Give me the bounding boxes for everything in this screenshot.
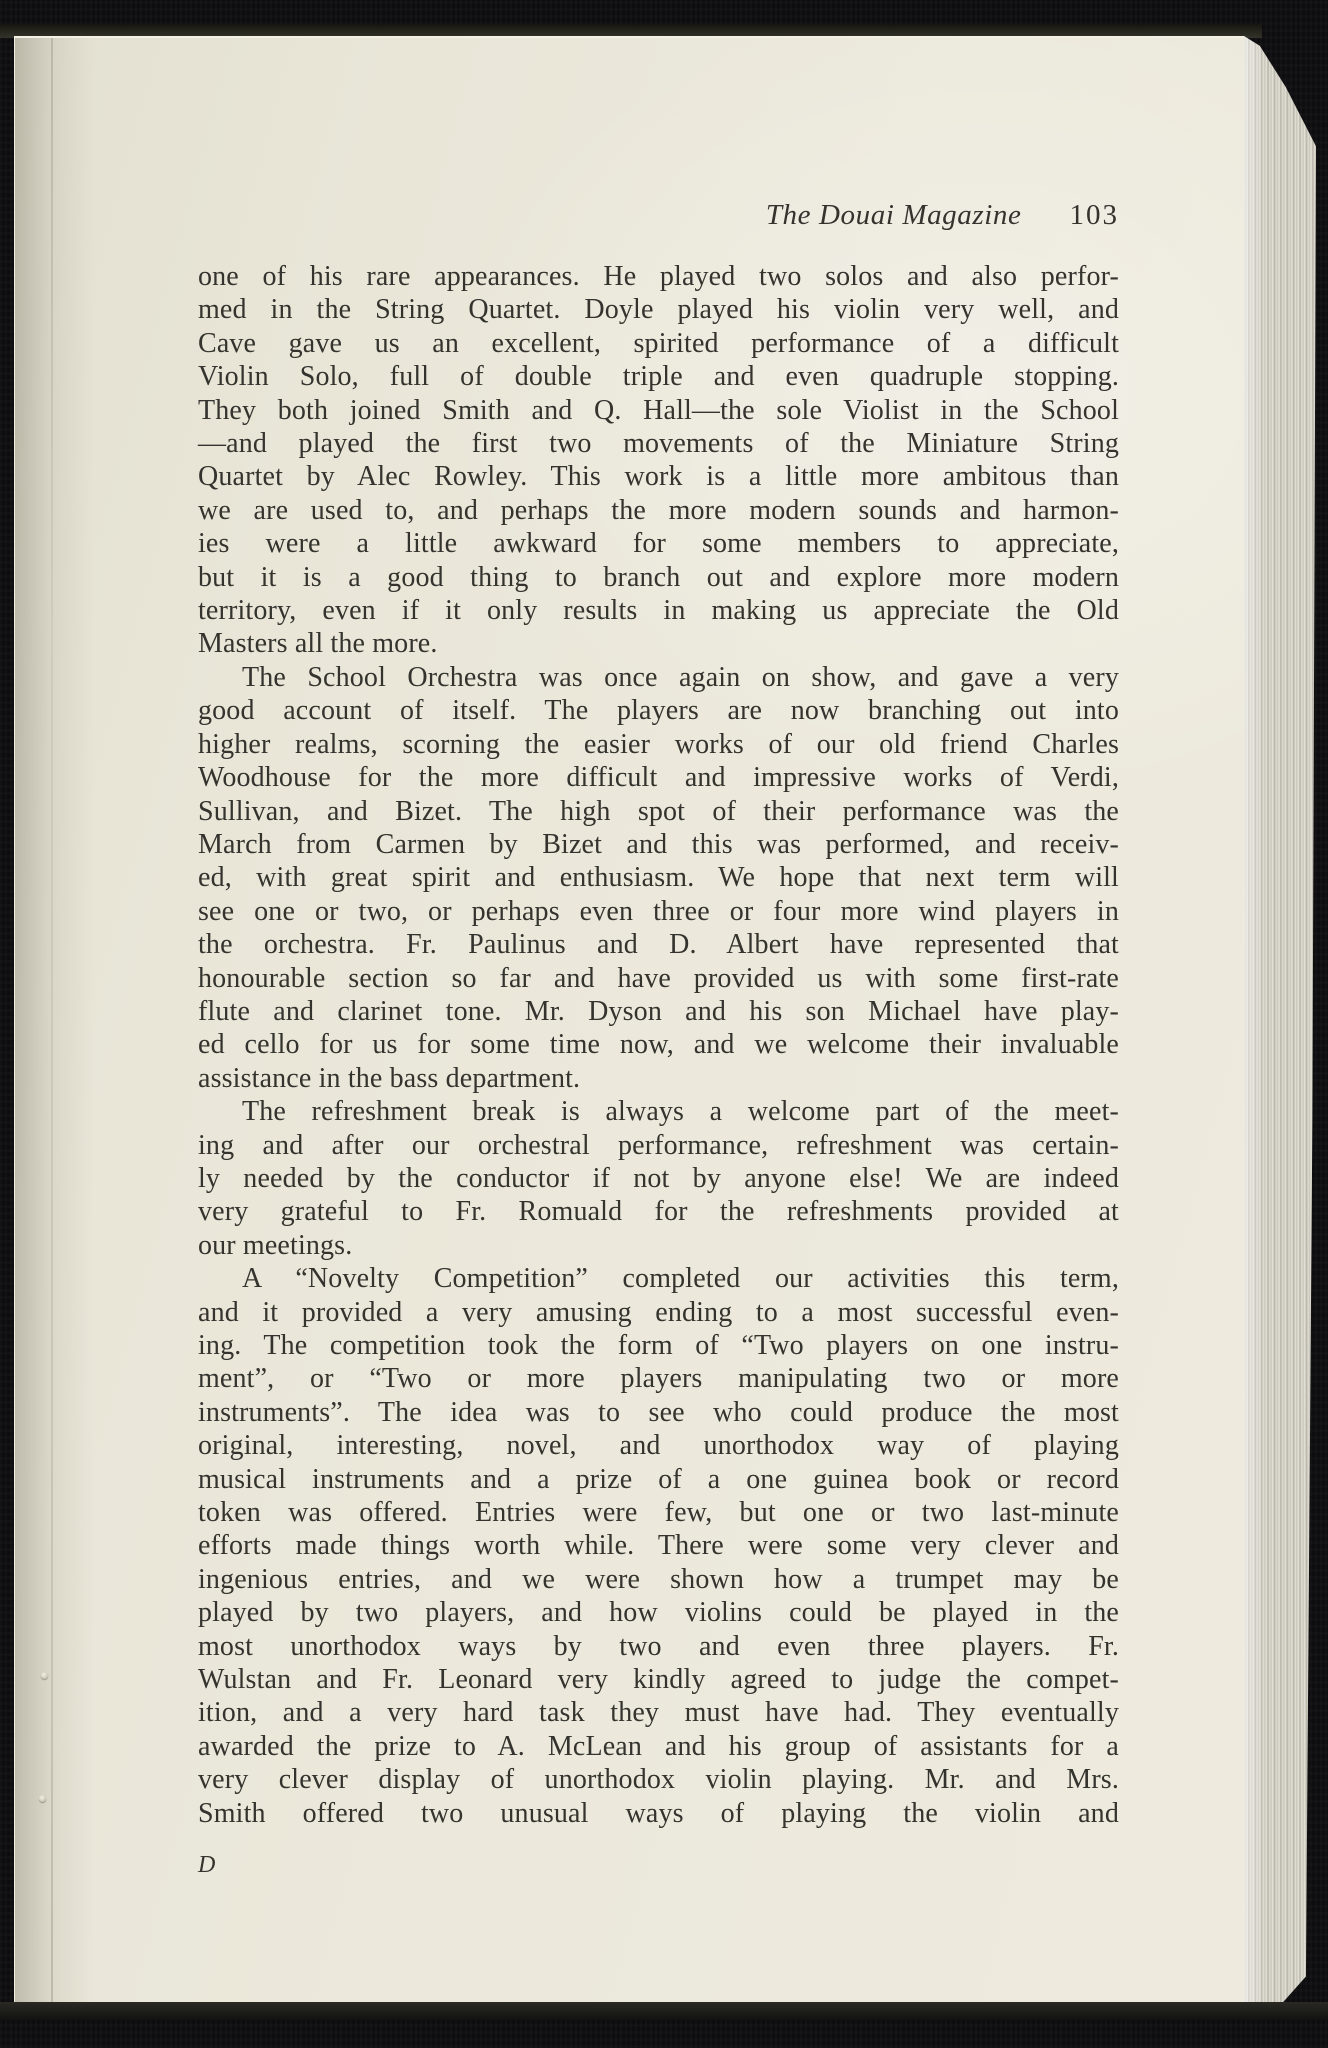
text-line: Masters all the more. (198, 628, 438, 660)
text-line: honourable section so far and have provided us with some first-rate (198, 962, 1119, 994)
signature-mark: D (198, 1852, 217, 1878)
text-line: but it is a good thing to branch out and explore more modern (198, 561, 1119, 593)
text-line: ment”, or “Two or more players manipulating two or more (198, 1363, 1119, 1395)
text-line: musical instruments and a prize of a one guinea book or record (198, 1463, 1119, 1495)
text-line: ed, with great spirit and enthusiasm. We hope that next term will (198, 862, 1119, 894)
paragraph (198, 661, 1119, 1095)
text-line: territory, even if it only results in making us appreciate the Old (198, 595, 1119, 627)
page-fore-edge-stack (1244, 36, 1316, 2004)
text-line: ies were a little awkward for some members to appreciate, (198, 528, 1119, 560)
text-line: A “Novelty Competition” completed our activities this term, (242, 1263, 1119, 1295)
text-line: ingenious entries, and we were shown how a trumpet may be (198, 1563, 1119, 1595)
text-line: very clever display of unorthodox violin playing. Mr. and Mrs. (198, 1764, 1119, 1796)
text-line: They both joined Smith and Q. Hall—the sole Violist in the School (198, 394, 1119, 426)
text-line: token was offered. Entries were few, but one or two last-minute (198, 1497, 1119, 1529)
text-line: March from Carmen by Bizet and this was performed, and receiv- (198, 828, 1119, 860)
text-line: original, interesting, novel, and unorthodox way of playing (198, 1430, 1119, 1462)
text-line: assistance in the bass department. (198, 1062, 581, 1094)
text-line: Violin Solo, full of double triple and even quadruple stopping. (198, 361, 1119, 393)
running-title: The Douai Magazine (765, 199, 1022, 231)
text-line: ing and after our orchestral performance, refreshment was certain- (198, 1129, 1119, 1161)
paragraph (198, 260, 1119, 661)
stitch-hole (41, 1672, 48, 1679)
text-line: Smith offered two unusual ways of playing the violin and (198, 1797, 1119, 1829)
text-line: ly needed by the conductor if not by anyone else! We are indeed (198, 1162, 1119, 1194)
cover-edge-bottom (0, 2002, 1328, 2020)
stitch-hole (39, 1795, 46, 1802)
running-header (198, 198, 1119, 232)
text-line: ed cello for us for some time now, and we welcome their invaluable (198, 1029, 1119, 1061)
text-line: we are used to, and perhaps the more modern sounds and harmon- (198, 494, 1119, 526)
text-line: higher realms, scorning the easier works of our old friend Charles (198, 728, 1119, 760)
text-line: very grateful to Fr. Romuald for the refreshments provided at (198, 1196, 1119, 1228)
text-line: one of his rare appearances. He played two solos and also perfor- (198, 261, 1119, 292)
page-number: 103 (1069, 199, 1119, 231)
text-line: see one or two, or perhaps even three or four more wind players in (198, 895, 1119, 927)
body-text (198, 260, 1119, 1830)
paragraph (198, 1262, 1119, 1830)
gutter-shadow (15, 38, 95, 2002)
text-line: ing. The competition took the form of “Two players on one instru- (198, 1330, 1119, 1361)
text-line: awarded the prize to A. McLean and his group of assistants for a (198, 1730, 1119, 1762)
text-line: The refreshment break is always a welcome part of the meet- (242, 1096, 1119, 1128)
text-line: good account of itself. The players are now branching out into (198, 695, 1119, 727)
text-line: Cave gave us an excellent, spirited performance of a difficult (198, 327, 1119, 359)
paragraph (198, 1095, 1119, 1262)
text-line: Quartet by Alec Rowley. This work is a little more ambitous than (198, 461, 1119, 493)
text-line: flute and clarinet tone. Mr. Dyson and his son Michael have play- (198, 995, 1119, 1027)
text-line: our meetings. (198, 1229, 353, 1261)
text-line: Sullivan, and Bizet. The high spot of their performance was the (198, 795, 1119, 827)
text-line: med in the String Quartet. Doyle played his violin very well, and (198, 294, 1119, 326)
text-line: efforts made things worth while. There were some very clever and (198, 1530, 1119, 1562)
page-crease (51, 38, 53, 2002)
text-line: and it provided a very amusing ending to a most successful even- (198, 1296, 1119, 1328)
text-line: played by two players, and how violins could be played in the (198, 1597, 1119, 1629)
text-line: the orchestra. Fr. Paulinus and D. Albert have represented that (198, 929, 1119, 961)
text-line: Wulstan and Fr. Leonard very kindly agreed to judge the compet- (198, 1664, 1119, 1696)
scanned-page (14, 36, 1244, 2002)
text-line: The School Orchestra was once again on show, and gave a very (242, 661, 1119, 693)
text-line: Woodhouse for the more difficult and impressive works of Verdi, (198, 762, 1119, 794)
text-line: most unorthodox ways by two and even three players. Fr. (198, 1630, 1119, 1662)
text-line: ition, and a very hard task they must have had. They eventually (198, 1697, 1119, 1729)
text-line: —and played the first two movements of the Miniature String (198, 428, 1119, 460)
text-line: instruments”. The idea was to see who could produce the most (198, 1396, 1119, 1428)
